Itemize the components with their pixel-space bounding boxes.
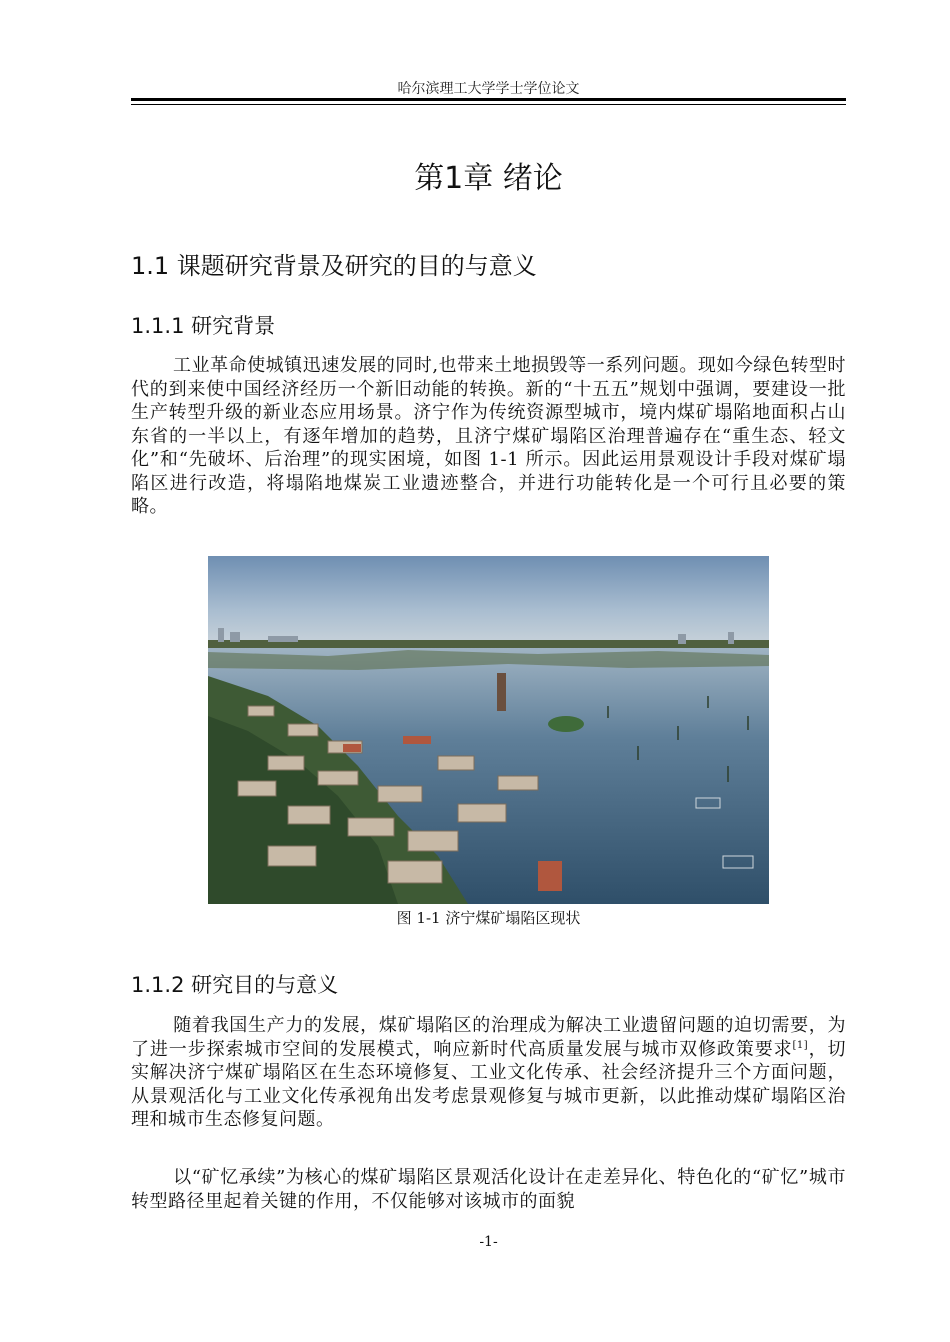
subsection-heading-background: 1.1.1 研究背景 — [131, 314, 276, 338]
subsection-heading-purpose: 1.1.2 研究目的与意义 — [131, 973, 339, 997]
purpose-paragraph-1-text-a: 随着我国生产力的发展，煤矿塌陷区的治理成为解决工业遗留问题的迫切需要，为了进一步探索城市空间的发展模式，响应新时代高质量发展与城市双修政策要求 — [131, 1015, 846, 1060]
aerial-photo-illustration — [208, 556, 769, 904]
purpose-paragraph-1 — [131, 1014, 846, 1132]
background-paragraph-text: 工业革命使城镇迅速发展的同时,也带来土地损毁等一系列问题。现如今绿色转型时代的到来使中国经济经历一个新旧动能的转换。新的“十五五”规划中强调，要建设一批生产转型升级的新业态应用场景。济宁作为传统资源型城市，境内煤矿塌陷地面积占山东省的一半以上，有逐年增加的趋势，且济宁煤矿塌陷区治理普遍存在“重生态、轻文化”和“先破坏、后治理”的现实困境，如图 1-1 所示。因此运用景观设计手段对煤矿塌陷区进行改造，将塌陷地煤炭工业遗迹整合，并进行功能转化是一个可行且必要的策略。 — [131, 355, 846, 517]
running-header: 哈尔滨理工大学学士学位论文 — [397, 81, 580, 97]
page-number: -1- — [479, 1234, 498, 1250]
purpose-paragraph-1-text-b: ，切实解决济宁煤矿塌陷区在生态环境修复、工业文化传承、社会经济提升三个方面问题，从景观活化与工业文化传承视角出发考虑景观修复与城市更新，以此推动煤矿塌陷区治理和城市生态修复问题。 — [131, 1038, 847, 1130]
figure-caption: 图 1-1 济宁煤矿塌陷区现状 — [396, 909, 581, 927]
purpose-paragraph-2 — [131, 1166, 846, 1213]
citation-reference[interactable]: [1] — [792, 1039, 809, 1051]
header-rule-thin — [131, 104, 846, 105]
header-rule-thick — [131, 98, 846, 101]
figure-image-subsidence-area — [208, 556, 769, 904]
section-heading: 1.1 课题研究背景及研究的目的与意义 — [131, 252, 537, 280]
purpose-paragraph-2-text: 以“矿忆承续”为核心的煤矿塌陷区景观活化设计在走差异化、特色化的“矿忆”城市转型路径里起着关键的作用，不仅能够对该城市的面貌 — [131, 1167, 846, 1212]
chapter-title: 第1章 绪论 — [414, 161, 563, 196]
background-paragraph — [131, 354, 846, 519]
